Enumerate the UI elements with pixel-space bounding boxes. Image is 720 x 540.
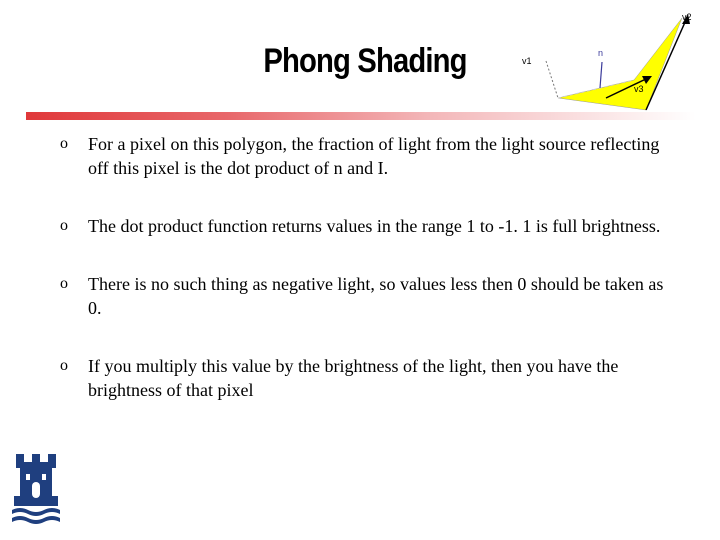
bullet-item [60,272,680,320]
bullet-list [60,132,680,436]
bullet-marker: o [60,217,68,234]
bullet-item [60,132,680,180]
dashed-edge [546,61,558,98]
slide-title: Phong Shading [263,42,467,80]
bullet-text: If you multiply this value by the brightness of the light, then you have the brightness of that pixel [88,356,619,400]
bullet-marker: o [60,135,68,152]
polygon-diagram [516,6,718,116]
bullet-text: The dot product function returns values in the range 1 to -1. 1 is full brightness. [88,216,661,236]
bullet-text: There is no such thing as negative light, so values less then 0 should be taken as 0. [88,274,664,318]
bullet-marker: o [60,275,68,292]
bullet-text: For a pixel on this polygon, the fraction of light from the light source reflecting off this pixel is the dot product of n and I. [88,134,660,178]
label-v1: v1 [522,56,532,66]
label-v2: v2 [682,12,692,22]
bullet-item [60,354,680,402]
bullet-item [60,214,680,238]
university-castle-logo-icon [10,452,62,528]
label-n: n [598,48,604,58]
title-underline [26,112,696,120]
normal-line [600,62,602,88]
label-v3: v3 [634,84,644,94]
bullet-marker: o [60,357,68,374]
yellow-polygon [558,18,682,110]
